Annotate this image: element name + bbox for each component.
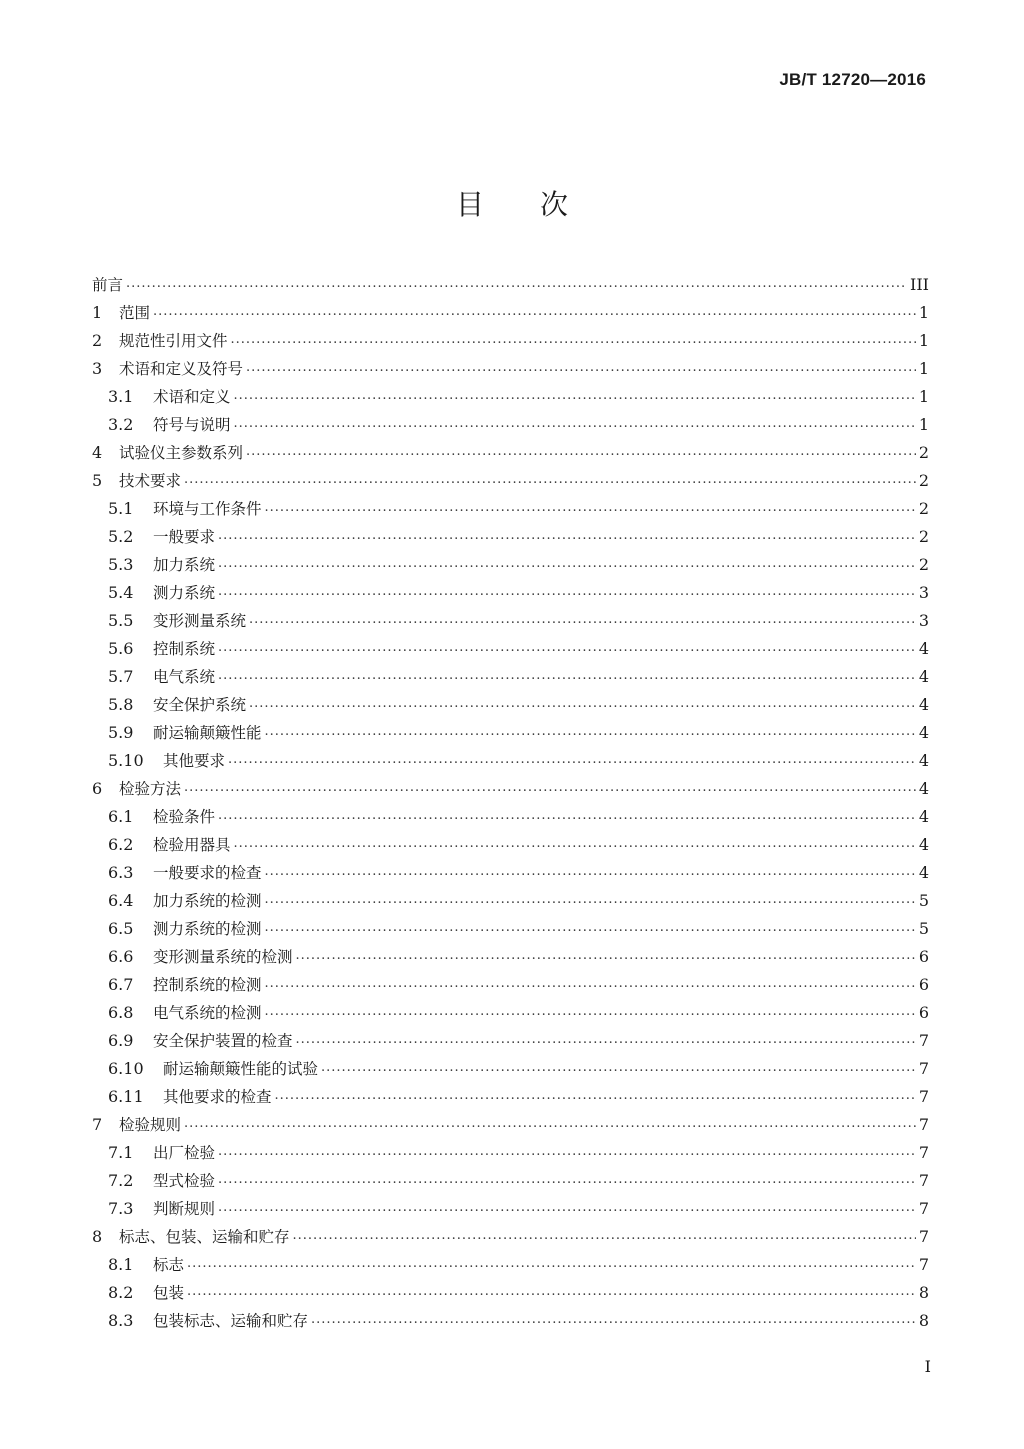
- toc-entry-page: 4: [918, 694, 929, 714]
- toc-entry-page: 1: [918, 302, 929, 322]
- toc-entry-number: 5.8: [108, 694, 134, 714]
- toc-leader-dots: [218, 1138, 916, 1166]
- toc-entry-page: 5: [918, 918, 929, 938]
- toc-leader-dots: [296, 1026, 916, 1054]
- toc-entry-number: 4: [92, 442, 103, 462]
- toc-entry-title: 变形测量系统的检测: [153, 948, 293, 966]
- toc-entry-number: 6.11: [108, 1086, 144, 1106]
- toc-leader-dots: [218, 634, 916, 662]
- toc-entry-number: 6.1: [108, 806, 134, 826]
- toc-entry-title: 其他要求: [163, 752, 226, 770]
- toc-entry-title: 其他要求的检查: [163, 1088, 272, 1106]
- toc-leader-dots: [246, 438, 916, 466]
- toc-entry[interactable]: [92, 298, 929, 326]
- toc-entry-title: 耐运输颠簸性能: [153, 724, 262, 742]
- toc-entry-page: 8: [918, 1310, 929, 1330]
- toc-entry-page: 7: [918, 1058, 929, 1078]
- toc-entry[interactable]: [92, 802, 929, 830]
- toc-entry-number: 5.2: [108, 526, 134, 546]
- toc-entry[interactable]: [92, 1250, 929, 1278]
- toc-entry-title: 包装: [153, 1284, 185, 1302]
- toc-entry-number: 6.3: [108, 862, 134, 882]
- toc-entry-page: III: [910, 274, 929, 294]
- toc-entry-page: 7: [918, 1030, 929, 1050]
- toc-entry-page: 7: [918, 1114, 929, 1134]
- toc-entry[interactable]: [92, 1278, 929, 1306]
- toc-leader-dots: [321, 1054, 916, 1082]
- toc-entry-number: 7.1: [108, 1142, 134, 1162]
- toc-entry[interactable]: [92, 942, 929, 970]
- toc-entry-number: 6.7: [108, 974, 134, 994]
- toc-entry[interactable]: [92, 690, 929, 718]
- toc-entry-page: 7: [918, 1086, 929, 1106]
- toc-entry-title: 环境与工作条件: [153, 500, 262, 518]
- table-of-contents: [92, 270, 929, 1334]
- toc-leader-dots: [184, 466, 916, 494]
- toc-entry[interactable]: [92, 466, 929, 494]
- toc-entry-page: 7: [918, 1198, 929, 1218]
- toc-leader-dots: [231, 326, 916, 354]
- toc-entry-number: 3.1: [108, 386, 134, 406]
- toc-entry-number: 5.1: [108, 498, 134, 518]
- toc-leader-dots: [184, 1110, 916, 1138]
- page-title: 目次: [455, 188, 624, 221]
- toc-entry-title: 耐运输颠簸性能的试验: [163, 1060, 319, 1078]
- toc-entry[interactable]: [92, 830, 929, 858]
- toc-entry-page: 3: [918, 582, 929, 602]
- toc-entry-title: 型式检验: [153, 1172, 216, 1190]
- toc-entry-number: 8: [92, 1226, 103, 1246]
- toc-entry[interactable]: [92, 914, 929, 942]
- toc-entry-number: 6.10: [108, 1058, 144, 1078]
- toc-entry-number: 5.5: [108, 610, 134, 630]
- toc-leader-dots: [218, 662, 916, 690]
- toc-entry-number: 5.3: [108, 554, 134, 574]
- toc-entry-title: 检验方法: [119, 780, 182, 798]
- toc-entry-page: 4: [918, 806, 929, 826]
- toc-entry-number: 5.10: [108, 750, 144, 770]
- toc-entry-page: 3: [918, 610, 929, 630]
- toc-entry-page: 5: [918, 890, 929, 910]
- toc-entry-page: 7: [918, 1142, 929, 1162]
- toc-entry-page: 4: [918, 750, 929, 770]
- toc-entry-title: 一般要求的检查: [153, 864, 262, 882]
- toc-entry-page: 1: [918, 414, 929, 434]
- toc-entry-title: 测力系统: [153, 584, 216, 602]
- toc-entry[interactable]: [92, 886, 929, 914]
- toc-leader-dots: [234, 382, 916, 410]
- toc-entry-title: 符号与说明: [153, 416, 231, 434]
- toc-entry-title: 术语和定义: [153, 388, 231, 406]
- toc-entry[interactable]: [92, 1026, 929, 1054]
- toc-entry-number: 6.4: [108, 890, 134, 910]
- toc-entry-number: 7.2: [108, 1170, 134, 1190]
- toc-entry-number: 8.1: [108, 1254, 134, 1274]
- toc-entry[interactable]: [92, 494, 929, 522]
- toc-entry-title: 加力系统的检测: [153, 892, 262, 910]
- toc-entry-title: 检验条件: [153, 808, 216, 826]
- toc-entry-page: 1: [918, 358, 929, 378]
- toc-leader-dots: [265, 998, 916, 1026]
- toc-leader-dots: [218, 1194, 916, 1222]
- toc-entry-number: 6.6: [108, 946, 134, 966]
- toc-entry-number: 1: [92, 302, 103, 322]
- toc-entry-title: 控制系统的检测: [153, 976, 262, 994]
- toc-leader-dots: [184, 774, 916, 802]
- toc-entry[interactable]: [92, 1138, 929, 1166]
- toc-leader-dots: [234, 830, 916, 858]
- toc-entry-title: 试验仪主参数系列: [119, 444, 244, 462]
- toc-entry-page: 2: [918, 554, 929, 574]
- toc-entry-page: 2: [918, 526, 929, 546]
- toc-leader-dots: [265, 970, 916, 998]
- toc-entry-title: 判断规则: [153, 1200, 216, 1218]
- toc-entry[interactable]: [92, 1054, 929, 1082]
- toc-leader-dots: [265, 494, 916, 522]
- toc-entry-title: 电气系统的检测: [153, 1004, 262, 1022]
- toc-entry-number: 7: [92, 1114, 103, 1134]
- toc-leader-dots: [126, 270, 907, 298]
- toc-entry-title: 安全保护系统: [153, 696, 247, 714]
- toc-leader-dots: [218, 578, 916, 606]
- toc-leader-dots: [249, 606, 916, 634]
- toc-entry[interactable]: [92, 410, 929, 438]
- toc-leader-dots: [218, 1166, 916, 1194]
- toc-entry-page: 8: [918, 1282, 929, 1302]
- toc-entry[interactable]: [92, 382, 929, 410]
- toc-entry-number: 3: [92, 358, 103, 378]
- toc-entry-page: 1: [918, 330, 929, 350]
- toc-entry[interactable]: [92, 634, 929, 662]
- toc-leader-dots: [265, 718, 916, 746]
- toc-entry[interactable]: [92, 1166, 929, 1194]
- toc-entry-page: 4: [918, 666, 929, 686]
- toc-leader-dots: [234, 410, 916, 438]
- toc-leader-dots: [218, 550, 916, 578]
- toc-entry-title: 包装标志、运输和贮存: [153, 1312, 309, 1330]
- toc-leader-dots: [249, 690, 916, 718]
- toc-entry-number: 6.9: [108, 1030, 134, 1050]
- toc-entry[interactable]: [92, 270, 929, 298]
- toc-entry-title: 变形测量系统: [153, 612, 247, 630]
- toc-entry-page: 7: [918, 1254, 929, 1274]
- toc-entry[interactable]: [92, 858, 929, 886]
- toc-entry-title: 检验用器具: [153, 836, 231, 854]
- toc-entry-page: 6: [918, 946, 929, 966]
- toc-leader-dots: [187, 1278, 916, 1306]
- toc-entry[interactable]: [92, 578, 929, 606]
- toc-entry-title: 出厂检验: [153, 1144, 216, 1162]
- toc-entry-page: 6: [918, 1002, 929, 1022]
- toc-entry-title: 加力系统: [153, 556, 216, 574]
- toc-entry-title: 范围: [119, 304, 151, 322]
- toc-entry[interactable]: [92, 326, 929, 354]
- toc-entry-page: 2: [918, 470, 929, 490]
- toc-leader-dots: [275, 1082, 916, 1110]
- toc-entry[interactable]: [92, 746, 929, 774]
- toc-entry-page: 4: [918, 862, 929, 882]
- toc-entry[interactable]: [92, 774, 929, 802]
- toc-entry-number: 5.4: [108, 582, 134, 602]
- toc-entry-number: 6.8: [108, 1002, 134, 1022]
- toc-entry-page: 4: [918, 778, 929, 798]
- toc-entry-title: 标志: [153, 1256, 185, 1274]
- toc-entry-title: 标志、包装、运输和贮存: [119, 1228, 290, 1246]
- toc-leader-dots: [265, 858, 916, 886]
- toc-entry[interactable]: [92, 1082, 929, 1110]
- toc-entry[interactable]: [92, 1306, 929, 1334]
- toc-entry-number: 3.2: [108, 414, 134, 434]
- toc-entry-page: 2: [918, 498, 929, 518]
- toc-entry-number: 8.2: [108, 1282, 134, 1302]
- toc-entry[interactable]: [92, 354, 929, 382]
- toc-leader-dots: [296, 942, 916, 970]
- toc-entry-title: 检验规则: [119, 1116, 182, 1134]
- toc-entry[interactable]: [92, 1110, 929, 1138]
- toc-entry-page: 4: [918, 722, 929, 742]
- toc-entry-title: 控制系统: [153, 640, 216, 658]
- toc-entry-number: 5.9: [108, 722, 134, 742]
- toc-entry[interactable]: [92, 998, 929, 1026]
- toc-entry-page: 6: [918, 974, 929, 994]
- toc-entry-title: 一般要求: [153, 528, 216, 546]
- toc-entry[interactable]: [92, 606, 929, 634]
- toc-entry-page: 4: [918, 638, 929, 658]
- toc-entry[interactable]: [92, 970, 929, 998]
- toc-leader-dots: [187, 1250, 916, 1278]
- toc-entry-title: 规范性引用文件: [119, 332, 228, 350]
- toc-entry-number: 6.2: [108, 834, 134, 854]
- toc-leader-dots: [218, 802, 916, 830]
- toc-entry-title: 技术要求: [119, 472, 182, 490]
- toc-entry-number: 7.3: [108, 1198, 134, 1218]
- toc-entry-number: 5: [92, 470, 103, 490]
- toc-entry-number: 5.6: [108, 638, 134, 658]
- toc-leader-dots: [265, 886, 916, 914]
- toc-entry-number: 2: [92, 330, 103, 350]
- toc-leader-dots: [246, 354, 916, 382]
- toc-entry-page: 1: [918, 386, 929, 406]
- toc-entry[interactable]: [92, 1194, 929, 1222]
- toc-entry[interactable]: [92, 718, 929, 746]
- toc-leader-dots: [265, 914, 916, 942]
- toc-leader-dots: [228, 746, 916, 774]
- toc-entry[interactable]: [92, 1222, 929, 1250]
- toc-entry-page: 4: [918, 834, 929, 854]
- toc-leader-dots: [218, 522, 916, 550]
- toc-entry[interactable]: [92, 550, 929, 578]
- toc-entry[interactable]: [92, 522, 929, 550]
- toc-entry-page: 7: [918, 1170, 929, 1190]
- toc-entry[interactable]: [92, 438, 929, 466]
- toc-entry-title: 电气系统: [153, 668, 216, 686]
- toc-leader-dots: [311, 1306, 916, 1334]
- toc-leader-dots: [153, 298, 916, 326]
- toc-entry-number: 6: [92, 778, 103, 798]
- toc-entry-title: 前言: [92, 276, 124, 294]
- toc-entry-page: 7: [918, 1226, 929, 1246]
- standard-code: JB/T 12720—2016: [779, 70, 926, 89]
- toc-entry-title: 术语和定义及符号: [119, 360, 244, 378]
- toc-leader-dots: [293, 1222, 916, 1250]
- toc-entry-page: 2: [918, 442, 929, 462]
- toc-entry-number: 8.3: [108, 1310, 134, 1330]
- toc-entry[interactable]: [92, 662, 929, 690]
- toc-entry-number: 5.7: [108, 666, 134, 686]
- page-number: I: [924, 1357, 931, 1376]
- toc-entry-title: 安全保护装置的检查: [153, 1032, 293, 1050]
- toc-entry-number: 6.5: [108, 918, 134, 938]
- toc-entry-title: 测力系统的检测: [153, 920, 262, 938]
